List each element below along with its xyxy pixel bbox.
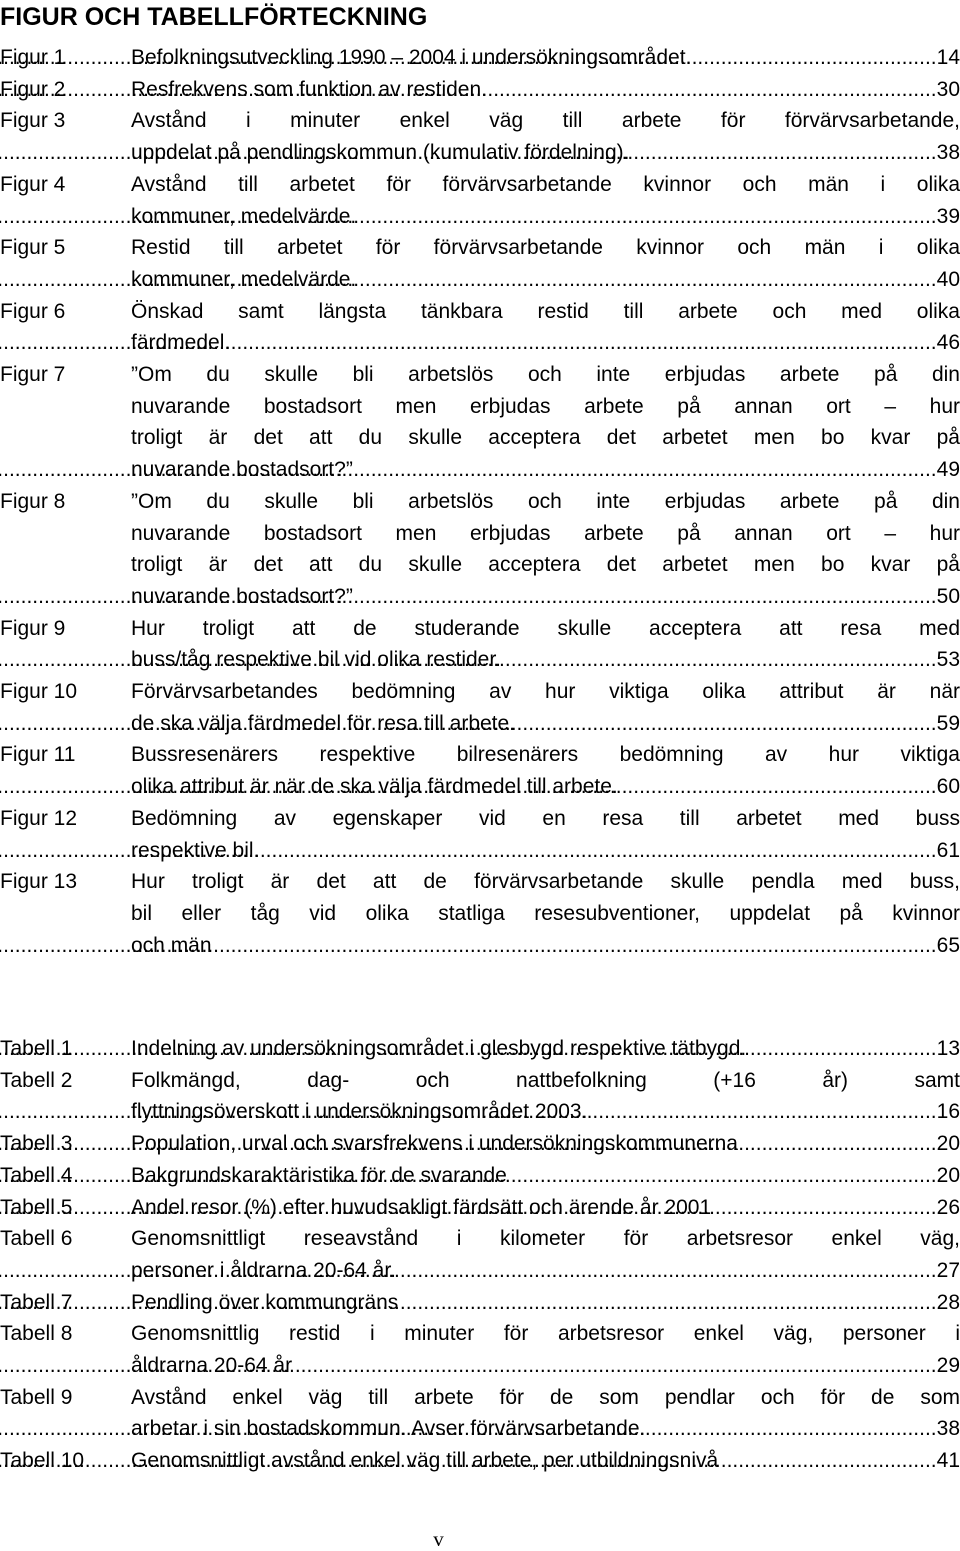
- figure-label: Figur 4: [0, 172, 66, 196]
- table-label: Tabell 3: [0, 1132, 73, 1156]
- dot-leader: [353, 581, 937, 613]
- figure-caption-line: färdmedel.: [131, 331, 231, 355]
- dot-leader: [618, 771, 937, 803]
- figure-caption-line: Avstånd till arbetet för förvärvsarbetande kvinnor och män i olika: [131, 172, 960, 196]
- figure-label: Figur 13: [0, 870, 78, 894]
- table-entry[interactable]: [0, 1160, 960, 1192]
- figure-caption-line: Önskad samt längsta tänkbara restid till arbete och med olika: [131, 299, 960, 323]
- table-label: Tabell 7: [0, 1290, 73, 1314]
- figure-caption-line: nuvarande bostadsort?”: [131, 584, 353, 608]
- table-entry[interactable]: [0, 1033, 960, 1065]
- dot-leader: [738, 1128, 937, 1160]
- figure-label: Figur 2: [0, 77, 66, 101]
- figure-entry[interactable]: [0, 866, 960, 961]
- figure-entry[interactable]: [0, 232, 960, 295]
- figure-entry[interactable]: [0, 74, 960, 106]
- table-page-number[interactable]: 41: [936, 1449, 960, 1473]
- dot-leader: [487, 74, 937, 106]
- table-caption: [131, 1223, 960, 1286]
- table-caption-line: flyttningsöverskott i undersökningsområdet 2003.: [131, 1100, 588, 1124]
- figure-caption-line: Resfrekvens som funktion av restiden.: [131, 77, 487, 101]
- figure-caption-line: de ska välja färdmedel för resa till arbete.: [131, 711, 516, 735]
- figure-page-number[interactable]: 39: [936, 204, 960, 228]
- page-number-footer: v: [433, 1527, 444, 1551]
- figure-entry[interactable]: [0, 105, 960, 168]
- figure-page-number[interactable]: 14: [936, 46, 960, 69]
- figure-page-number[interactable]: 65: [936, 933, 960, 957]
- table-page-number[interactable]: 26: [936, 1195, 960, 1219]
- figure-caption-line: Avstånd i minuter enkel väg till arbete för förvärvsarbetande,: [131, 109, 960, 133]
- figure-page-number[interactable]: 49: [936, 458, 960, 482]
- table-caption-line: Genomsnittlig restid i minuter för arbetsresor enkel väg, personer i: [131, 1322, 960, 1346]
- figure-caption-line: Förvärvsarbetandes bedömning av hur viktiga olika attribut är när: [131, 680, 960, 704]
- figure-caption: [131, 676, 960, 739]
- figure-caption-line: nuvarande bostadsort?”: [131, 458, 353, 482]
- table-label: Tabell 8: [0, 1322, 73, 1346]
- table-caption: [131, 1445, 960, 1477]
- table-label: Tabell 10: [0, 1449, 85, 1473]
- figure-page-number[interactable]: 61: [936, 838, 960, 862]
- table-label: Tabell 4: [0, 1163, 73, 1187]
- table-caption-line: Genomsnittligt reseavstånd i kilometer för arbetsresor enkel väg,: [131, 1227, 960, 1251]
- table-page-number[interactable]: 20: [936, 1132, 960, 1156]
- dot-leader: [230, 327, 936, 359]
- figure-page-number[interactable]: 50: [936, 584, 960, 608]
- figure-caption: [131, 613, 960, 676]
- figure-entry[interactable]: [0, 486, 960, 613]
- figure-caption-line: Bussresenärers respektive bilresenärers bedömning av hur viktiga: [131, 743, 960, 767]
- page-title: FIGUR OCH TABELLFÖRTECKNING: [0, 3, 428, 31]
- figure-label: Figur 11: [0, 743, 76, 767]
- table-caption-line: personer i åldrarna 20-64 år.: [131, 1258, 396, 1282]
- figure-caption-line: respektive bil.: [131, 838, 260, 862]
- table-caption: [131, 1318, 960, 1381]
- figure-caption-line: buss/tåg respektive bil vid olika restider.: [131, 648, 502, 672]
- figure-caption-line: bil eller tåg vid olika statliga resesubventioner, uppdelat på kvinnor: [131, 901, 960, 925]
- table-label: Tabell 6: [0, 1227, 73, 1251]
- figure-caption-line: uppdelat på pendlingskommun (kumulativ fördelning).: [131, 141, 630, 165]
- figure-caption: [131, 739, 960, 802]
- figure-caption-line: Restid till arbetet för förvärvsarbetande kvinnor och män i olika: [131, 236, 960, 260]
- table-caption-line: Population, urval och svarsfrekvens i undersökningskommunerna: [131, 1132, 738, 1156]
- table-entry[interactable]: [0, 1287, 960, 1319]
- dot-leader: [212, 930, 937, 962]
- figure-caption: [131, 296, 960, 359]
- dot-leader: [587, 1096, 936, 1128]
- table-caption-line: Andel resor (%) efter huvudsakligt färdsätt och ärende år 2001: [131, 1195, 712, 1219]
- figure-page-number[interactable]: 53: [936, 648, 960, 672]
- table-caption: [131, 1382, 960, 1445]
- table-caption: [131, 1192, 960, 1224]
- figure-caption: [131, 866, 960, 961]
- table-label: Tabell 9: [0, 1385, 73, 1409]
- table-entry[interactable]: [0, 1128, 960, 1160]
- table-label: Tabell 1: [0, 1037, 73, 1060]
- table-caption-line: åldrarna 20-64 år: [131, 1354, 293, 1378]
- dot-leader: [711, 1192, 936, 1224]
- table-caption: [131, 1128, 960, 1160]
- figure-entry[interactable]: [0, 676, 960, 739]
- dot-leader: [398, 1287, 936, 1319]
- figure-caption-line: nuvarande bostadsort men erbjudas arbete på annan ort – hur: [131, 521, 960, 545]
- figure-caption-line: Hur troligt att de studerande skulle acceptera att resa med: [131, 616, 960, 640]
- table-caption: [131, 1160, 960, 1192]
- table-entry[interactable]: [0, 1318, 960, 1381]
- dot-leader: [353, 454, 937, 486]
- figure-caption: [131, 42, 960, 74]
- figure-page-number[interactable]: 60: [936, 775, 960, 799]
- figure-page-number[interactable]: 40: [936, 267, 960, 291]
- table-list: [0, 1033, 960, 1477]
- table-page-number[interactable]: 16: [936, 1100, 960, 1124]
- table-caption-line: arbetar i sin bostadskommun. Avser förvärvsarbetande.: [131, 1417, 646, 1441]
- figure-caption: [131, 105, 960, 168]
- figure-label: Figur 1: [0, 46, 66, 69]
- dot-leader: [356, 201, 936, 233]
- table-label: Tabell 5: [0, 1195, 73, 1219]
- table-caption-line: Bakgrundskaraktäristika för de svarande: [131, 1163, 507, 1187]
- table-page-number[interactable]: 13: [936, 1037, 960, 1060]
- figure-label: Figur 9: [0, 616, 66, 640]
- figure-caption-line: troligt är det att du skulle acceptera det arbetet men bo kvar på: [131, 553, 960, 577]
- figure-caption-line: Befolkningsutveckling 1990 – 2004 i undersökningsområdet.: [131, 46, 692, 69]
- figure-label: Figur 3: [0, 109, 66, 133]
- table-page-number[interactable]: 29: [936, 1354, 960, 1378]
- table-page-number[interactable]: 38: [936, 1417, 960, 1441]
- table-page-number[interactable]: 27: [936, 1258, 960, 1282]
- table-entry[interactable]: [0, 1382, 960, 1445]
- table-entry[interactable]: [0, 1065, 960, 1128]
- figure-caption: [131, 232, 960, 295]
- table-caption-line: Indelning av undersökningsområdet i glesbygd respektive tätbygd.: [131, 1037, 747, 1060]
- table-page-number[interactable]: 20: [936, 1163, 960, 1187]
- figure-caption-line: och män: [131, 933, 212, 957]
- table-caption: [131, 1033, 960, 1065]
- figure-entry[interactable]: [0, 739, 960, 802]
- figure-entry[interactable]: [0, 359, 960, 486]
- dot-leader: [746, 1033, 936, 1065]
- figure-caption-line: nuvarande bostadsort men erbjudas arbete på annan ort – hur: [131, 394, 960, 418]
- figure-caption-line: Bedömning av egenskaper vid en resa till arbetet med buss: [131, 806, 960, 830]
- dot-leader: [356, 264, 936, 296]
- dot-leader: [718, 1445, 936, 1477]
- figure-entry[interactable]: [0, 613, 960, 676]
- figure-label: Figur 12: [0, 806, 78, 830]
- figure-caption: [131, 803, 960, 866]
- figure-caption-line: kommuner, medelvärde.: [131, 204, 357, 228]
- dot-leader: [501, 644, 937, 676]
- dot-leader: [507, 1160, 937, 1192]
- figure-caption-line: ”Om du skulle bli arbetslös och inte erbjudas arbete på din: [131, 489, 960, 513]
- dot-leader: [259, 835, 936, 867]
- figure-label: Figur 7: [0, 363, 66, 387]
- figure-label: Figur 5: [0, 236, 66, 260]
- dot-leader: [396, 1255, 937, 1287]
- figure-caption-line: ”Om du skulle bli arbetslös och inte erbjudas arbete på din: [131, 363, 960, 387]
- dot-leader: [645, 1413, 936, 1445]
- figure-caption: [131, 169, 960, 232]
- dot-leader: [629, 137, 936, 169]
- figure-caption-line: troligt är det att du skulle acceptera det arbetet men bo kvar på: [131, 426, 960, 450]
- table-caption: [131, 1287, 960, 1319]
- figure-caption: [131, 359, 960, 486]
- table-caption-line: Folkmängd, dag- och nattbefolkning (+16 år) samt: [131, 1068, 960, 1092]
- figure-entry[interactable]: [0, 169, 960, 232]
- figure-label: Figur 6: [0, 299, 66, 323]
- figure-page-number[interactable]: 30: [936, 77, 960, 101]
- table-entry[interactable]: [0, 1192, 960, 1224]
- figure-entry[interactable]: [0, 42, 960, 74]
- table-caption-line: Avstånd enkel väg till arbete för de som pendlar och för de som: [131, 1385, 960, 1409]
- figure-caption: [131, 486, 960, 613]
- table-entry[interactable]: [0, 1445, 960, 1477]
- figure-caption: [131, 74, 960, 106]
- figure-caption-line: Hur troligt är det att de förvärvsarbetande skulle pendla med buss,: [131, 870, 960, 894]
- table-caption-line: Pendling över kommungräns: [131, 1290, 399, 1314]
- figure-page-number[interactable]: 38: [936, 141, 960, 165]
- figure-caption-line: kommuner, medelvärde.: [131, 267, 357, 291]
- table-label: Tabell 2: [0, 1068, 73, 1092]
- figure-label: Figur 10: [0, 680, 78, 704]
- table-caption: [131, 1065, 960, 1128]
- dot-leader: [515, 708, 937, 740]
- figure-entry[interactable]: [0, 803, 960, 866]
- dot-leader: [691, 42, 936, 74]
- table-page-number[interactable]: 28: [936, 1290, 960, 1314]
- figure-caption-line: olika attribut är när de ska välja färdmedel till arbete.: [131, 775, 618, 799]
- table-entry[interactable]: [0, 1223, 960, 1286]
- table-caption-line: Genomsnittligt avstånd enkel väg till arbete, per utbildningsnivå: [131, 1449, 719, 1473]
- figure-list: [0, 42, 960, 961]
- figure-entry[interactable]: [0, 296, 960, 359]
- figure-page-number[interactable]: 59: [936, 711, 960, 735]
- figure-label: Figur 8: [0, 489, 66, 513]
- figure-page-number[interactable]: 46: [936, 331, 960, 355]
- dot-leader: [292, 1350, 937, 1382]
